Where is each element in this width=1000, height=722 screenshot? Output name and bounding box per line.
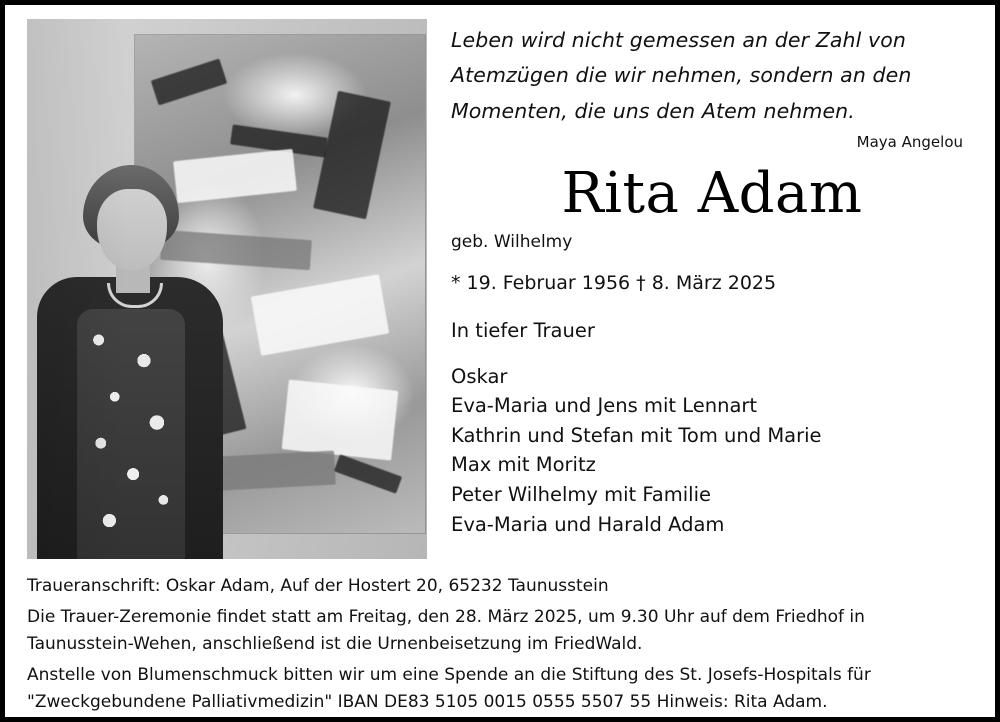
notice-text-column <box>427 19 973 539</box>
notice-top-area <box>27 19 973 559</box>
mourning-address: Traueranschrift: Oskar Adam, Auf der Hostert 20, 65232 Taunusstein <box>27 576 609 596</box>
family-list <box>451 362 973 540</box>
paint-stroke <box>251 274 389 356</box>
notice-inner <box>5 5 995 717</box>
donation-details: Anstelle von Blumenschmuck bitten wir um eine Spende an die Stiftung des St. Josefs-Hospitals für "Zweckgebundene Palliativmedizin" IBAN DE83 5105 0015 0555 5507 55 Hinweis: Rita Adam. <box>27 664 871 713</box>
maiden-name: geb. Wilhelmy <box>451 231 573 252</box>
quote-author: Maya Angelou <box>856 132 963 151</box>
woman-figure <box>27 159 241 559</box>
paint-stroke <box>151 59 228 106</box>
paint-stroke <box>282 379 399 460</box>
paint-stroke <box>313 91 391 220</box>
family-member: Eva-Maria und Jens mit Lennart <box>451 394 758 418</box>
deceased-name: Rita Adam <box>561 160 863 226</box>
family-member: Kathrin und Stefan mit Tom und Marie <box>451 423 822 447</box>
memorial-quote: Leben wird nicht gemessen an der Zahl von Atemzügen die wir nehmen, sondern an den Momenten, die uns den Atem nehmen. <box>451 28 912 123</box>
figure-patterned-dress <box>77 309 185 559</box>
notice-footer <box>27 573 973 717</box>
paint-stroke <box>334 454 402 493</box>
family-member: Oskar <box>451 364 508 388</box>
ceremony-details: Die Trauer-Zeremonie findet statt am Freitag, den 28. März 2025, um 9.30 Uhr auf dem Friedhof in Taunusstein-Wehen, anschließend ist die Urnenbeisetzung im FriedWald. <box>27 606 865 655</box>
family-member: Peter Wilhelmy mit Familie <box>451 483 711 507</box>
birth-death-dates: * 19. Februar 1956 † 8. März 2025 <box>451 271 777 294</box>
family-member: Max mit Moritz <box>451 453 596 477</box>
mourning-heading: In tiefer Trauer <box>451 318 595 342</box>
figure-face <box>97 189 167 271</box>
family-member: Eva-Maria und Harald Adam <box>451 512 725 536</box>
portrait-photo <box>27 19 427 559</box>
